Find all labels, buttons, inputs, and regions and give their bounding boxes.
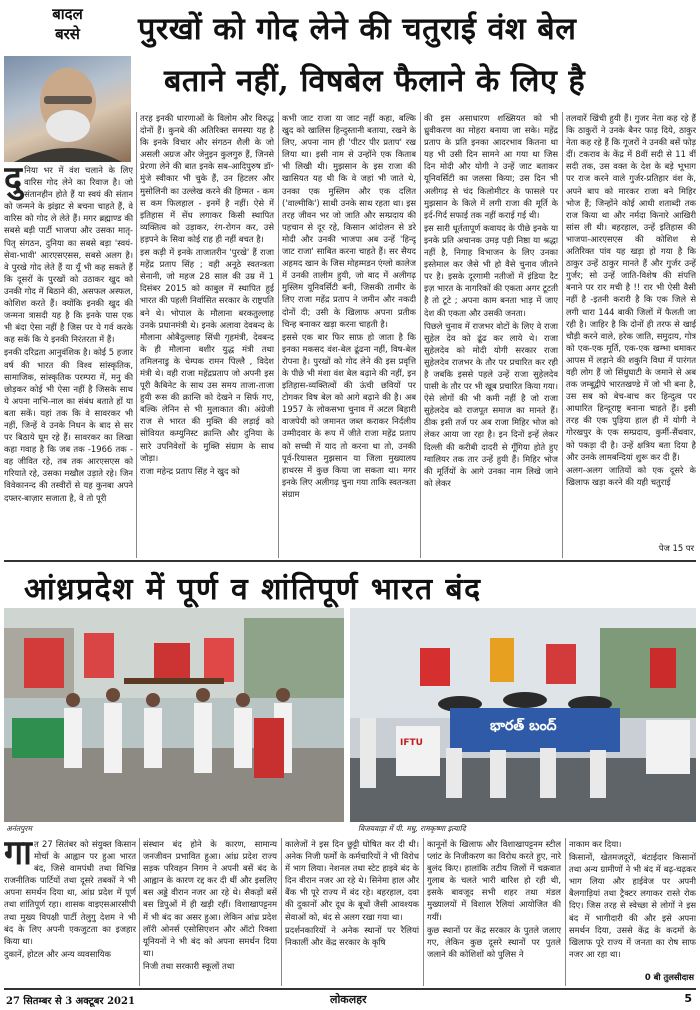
photo-banner-text: భారత్ బంద్ bbox=[490, 718, 557, 734]
footer-page-number: 5 bbox=[684, 992, 692, 1005]
footer-date: 27 सितम्बर से 3 अक्टूबर 2021 bbox=[6, 996, 135, 1007]
article2-col1-text: त 27 सितंबर को संयुक्त किसान मोर्चा के आह्वान पर हुआ भारत बंद, जिसे वामपंथी तथा विभिन्न राजनीतिक पार्टियों तथा दूसरे तबकों ने भी अपना समर्थन दिया था, आंध्र प्रदेश में पूर्ण तथा शांतिपूर्ण रहा। शासक वाइएसआरसीपी तथा मुख्य विपक्षी पार्टी तेलुगु देशम ने भी बंद के लिए अपनी एकजुटता का इजहार किया था। bbox=[4, 839, 136, 946]
article1-col3b-text: इससे एक बार फिर साफ़ हो जाता है कि इनका मकसद वंश-बेल ढूंढना नहीं, विष-बेल रोपना है। पुरखों को गोद लेने की इस प्रवृत्ति के पीछे भी मंशा वंश बेल बढ़ाने की नहीं, इन इतिहास-व्यक्तित्वों की ऊंची छवियों पर टोगकर विष बेल को आगे बढ़ाने की है। अब 1957 के लोकसभा चुनाव में अटल बिहारी वाजपेयी को जमानत जब्त कराकर निर्दलीय उम्मीदवार के रूप में जीते राजा महेंद्र प्रताप को सच्ची में याद तो करना था तो, उनकी पूर्व-रियासत मुझसान या जिला मुख्यालय हाथरस में कुछ किया जा सकता था। मगर इनके लिए अलीगढ़ चुना गया ताकि स्वतन्त्रता संग्राम bbox=[282, 331, 416, 499]
article2-column-3 bbox=[285, 838, 419, 984]
article1-col5b-text: अलग-अलग जातियों को एक दूसरे के खिलाफ खड़ा करने की यही चतुराई bbox=[566, 464, 696, 487]
article1-col4-text: की इस असाधारण शख्सियत को भी ध्रुवीकरण का मोहरा बनाया जा सके। महेंद्र प्रताप के प्रति इनका आदरभाव कितना था यह भी उसी दिन सामने आ गया था जिस दिन मोदी और योगी ने उन्हें जाट बताकर यूनिवर्सिटी का जलसा किया; उस दिन भी अलीगढ़ से चंद किलोमीटर के फासले पर मुझसान के किले में लगी राजा की मूर्ति के इर्द-गिर्द सफाई तक नहीं कराई गई थी। bbox=[424, 113, 558, 220]
article2-col5b-text: किसानों, खेतमजदूरों, बंटाईदार किसानों तथा अन्य ग्रामीणों ने भी बंद में बढ़-चढ़कर भाग लिया और हाईवेज पर अपनी बैलगाड़ियां तथा ट्रैक्टर लगाकर रास्ते रोक दिए। जिस तरह से स्वेच्छा से लोगों ने इस बंद में भागीदारी की और इसे अपना समर्थन दिया, उससे केंद्र के कदमों के खिलाफ पूरे राज्य में जनता का रोष साफ नजर आ रहा था। bbox=[569, 852, 696, 959]
article2-byline: 0 बी तुलसीदास bbox=[644, 972, 694, 982]
article2-col4b-text: कुछ स्थानों पर केंद्र सरकार के पुतले जलाए गए, लेकिन कुछ दूसरे स्थानों पर पुतले जलाने की कोशिशों को पुलिस ने bbox=[427, 924, 561, 959]
article1-col1-text: निया भर में वंश चलाने के लिए वारिस गोद लेने का रिवाज है। जो संतानहीन होते हैं या स्वयं की संतान को जन्मने के झंझट से बचना चाहते हैं, वे वारिस को गोद ले लेते हैं। मगर ब्रह्माण्ड की सबसे बड़ी पार्टी भाजपा और उसका मातृ-पितृ संगठन, दुनिया का सबसे बड़ा 'स्वयं-सेवा-भावी' आरएसएसस, सबसे अलग है। वे पुरखे गोद लेते हैं या यूँ भी कह सकते हैं कि दूसरों के पुरखों को उठाकर खुद को उनकी गोद में बिठाने की, असफल अस्फल, कोशिश करते हैं। क्योंकि इनकी खुद की जन्मना त्रासदी यह है कि इनके पास एक भी बंदा ऐसा नहीं है जिस पर ये गर्व करके कह सकें कि ये इनकी निरंतरता में हैं। bbox=[4, 165, 133, 345]
article2-col4-text: कानूनों के खिलाफ और विशाखापट्टनम स्टील प्लांट के निजीकरण का विरोध करते हुए, नारे बुलंद किए। हालांकि तटीय जिलों में चक्रवात गुलाब के चलते भारी बारिश हो रही थी, इसके बावजूद सभी शहर तथा मंडल मुख्यालयों में विशाल रैलियां आयोजित की गयीं। bbox=[427, 839, 561, 922]
article2-col2-text: संस्थान बंद होने के कारण, सामान्य जनजीवन प्रभावित हुआ। आंध्र प्रदेश राज्य सड़क परिवहन निगम ने अपनी बसें बंद के आह्वान के कारण रद्द कर दी थीं और इसलिए बस अड्डे वीरान नजर आ रहे थे। सैकड़ों बसें बस डिपुओं में ही खड़ी रहीं। विशाखापट्टनम में भी बंद का असर हुआ। लेकिन आंध्र प्रदेश लॉरी ओनर्स एसोसिएशन और ऑटो रिक्शा यूनियनों ने भी बंद को अपना समर्थन दिया था। bbox=[143, 839, 277, 958]
article2-column-4 bbox=[427, 838, 561, 984]
article2-dropcap: गा bbox=[4, 838, 32, 873]
photo-anantapur-rally bbox=[4, 608, 344, 822]
article1-continued: पेज 15 पर bbox=[658, 543, 694, 553]
caption-right: विजयवाड़ा में पी. मधु, रामकृष्णा इत्यादि bbox=[358, 824, 466, 833]
article2-column-2 bbox=[143, 838, 277, 984]
article1-col4b-text: इस सारी धूर्ततापूर्ण कवायद के पीछे इनके या इनके प्रति अचानक उमड़ पड़ी निष्ठा या श्रद्धा नहीं है, निगाह विभाजन के लिए उनका इस्तेमाल कर जैसे भी हो वैसे चुनाव जीतने पर है। इसके दूरगामी नतीजों में इंडिया दैट इज़ भारत के नागरिकों की एकता अगर टूटती है तो टूटे ; अपना काम बनता भाड़ में जाए देश की एकता और उसकी जनता। bbox=[424, 222, 558, 318]
column-name-line1: बादल bbox=[52, 5, 83, 23]
article2-col2b-text: निजी तथा सरकारी स्कूलों तथा bbox=[143, 960, 235, 971]
article1-dropcap: दु bbox=[4, 164, 23, 199]
article1-headline-line1: पुरखों को गोद लेने की चतुराई वंश बेल bbox=[138, 11, 577, 47]
caption-left: अनंतपुरम bbox=[6, 824, 32, 833]
article2-col3b-text: प्रदर्शनकारियों ने अनेक स्थानों पर रैलियां निकालीं और केंद्र सरकार के कृषि bbox=[285, 924, 419, 947]
article1-column-3 bbox=[282, 112, 416, 558]
column-name-line2: बरसे bbox=[55, 25, 80, 43]
article1-col2b-text: इस कड़ी में इनके ताजातरीन 'पुरखे' हैं राजा महेंद्र प्रताप सिंह ; वही अनूठे स्वतन्त्रता सेनानी, जो महज 28 साल की उम्र में 1 दिसंबर 2015 को काबुल में स्थापित हुई भारत की पहली निर्वासित सरकार के राष्ट्रपति बने थे। भोपाल के मौलाना बरकतुल्लाह उनके प्रधानमंत्री थे। इनके अलावा देवबन्द के मौलाना ओबैदुल्लाह सिंधी गृहमंत्री, देवबन्द के ही मौलाना बशीर युद्ध मंत्री तथा तमिलनाडु के चेम्पक रामन पिल्लै , विदेश मंत्री थे। वही राजा महेंद्रप्रताप जो अपनी इस पूरी कैबिनेट के साथ उस समय ताजा-ताजा हुयी रूस की क्रान्ति को देखने न सिर्फ गए, बल्कि लेनिन से भी मुलाकात की। अंग्रेजी राज से भारत की मुक्ति की लड़ाई को सोवियत कम्युनिस्ट क्रान्ति और दुनिया के सारे उपनिवेशों के मुक्ति संग्राम के साथ जोड़ा। bbox=[140, 247, 274, 463]
footer-paper-name: लोकलहर bbox=[330, 993, 367, 1006]
article1-headline-line2: बताने नहीं, विषबेल फैलाने के लिए है bbox=[164, 63, 586, 99]
article1-col2c-text: राजा महेन्द्र प्रताप सिंह ने खुद को bbox=[140, 465, 240, 476]
article1-col3-text: कभी जाट राजा या जाट नहीं कहा, बल्कि खुद को खालिस हिन्दुस्तानी बताया, रखने के लिए, अपना नाम ही 'पीटर पीर प्रताप' रख लिया था। इसी नाम से उन्होंने एक किताब भी लिखी थी। मुझसान के इस राजा की खासियत यह थी कि वे जहां भी जाते थे, उनका एक मुस्लिम और एक दलित ('वाल्मीकि') साथी उनके साथ रहता था। इस तरह जीवन भर जो जाति और सम्प्रदाय की पहचान से दूर रहे, किसान आंदोलन से डरे मोदी और उनकी भाजपा अब उन्हें 'हिन्दू जाट राजा' साबित करना चाहते हैं। सर सैयद अहमद खान के जिस मोहम्मडन एंग्लो कालेज में उनकी तालीम हुयी, जो बाद में अलीगढ़ मुस्लिम यूनिवर्सिटी बनी, जिसकी तामीर के लिए राजा महेंद्र प्रताप ने जमीन और नकदी दोनों दी; उसी के खिलाफ अपना प्रतीक चिन्ह बनाकर खड़ा करना चाहती है। bbox=[282, 113, 416, 329]
article1-column-1 bbox=[4, 164, 133, 558]
article2-col3-text: कालेजों ने इस दिन छुट्टी घोषित कर दी थी। अनेक निजी फर्मों के कर्मचारियों ने भी विरोध में भाग लिया। नेशनल तथा स्टेट हाइवे बंद के दिन वीरान नजर आ रहे थे। सिनेमा हाल और बैंक भी पूरे राज्य में बंद रहे। बहरहाल, दवा की दुकानों और दूध के बूथों जैसी आवश्यक सेवाओं को, बंद से अलग रखा गया था। bbox=[285, 839, 419, 922]
article2-column-1 bbox=[4, 838, 136, 984]
photo-vijayawada-rally bbox=[350, 608, 696, 822]
photo-placard-text: IFTU bbox=[400, 738, 423, 748]
article1-column-4 bbox=[424, 112, 558, 558]
author-photo bbox=[4, 56, 131, 162]
article1-col5-text: तलवारें खिंची हुयी हैं। गुजर नेता कह रहे हैं कि ठाकुरों ने उनके बैनर फाड़ दिये, ठाकुर नेता कह रहे हैं कि गूजरों ने उनकी बसें फोड़ दीं। टकराव के केंद्र में 8वीं सदी से 11 वीं सदी तक, उस वक्त के देश के बड़े भूभाग पर राज करने वाले गुर्जर-प्रतिहार वंश के, अपने बाप को मारकर राजा बने मिहिर भोज हैं; जिन्होंने कोई आधी शताब्दी तक राज किया था और नर्मदा किनारे आखिरी सांस ली थी। बहरहाल, उन्हें इतिहास की भाजपा-आरएसएस की कोशिश से अतिरिक्त पांव यह खड़ा हो गया है कि ठाकुर उन्हें ठाकुर मानते हैं और गुर्जर उन्हें गुर्जर; सो उन्हें जाति-विशेष की संपत्ति बनाने पर रार मची है !! रार भी ऐसी वैसी नहीं है -इतनी करारी है कि एक जिले से लगी धारा 144 बाकी जिलों में फैलती जा रही है। जाहिर है कि दोनों ही तरफ से खाई चौड़ी करने वाले, हरेक जाति, समुदाय, गोत्र को एक-एक मूर्ति, एक-एक खम्भा थमाकर आपस में लड़ाने की शकुनि विधा में पारंगत वही लोग हैं जो सिंधुघाटी के जमाने से अब तक जम्बूद्वीपे भारतखण्डे में जो भी बना है, उस सब को बेच-बाच कर हिन्दुत्व पर आधारित हिन्दूराष्ट्र बनाना चाहते हैं। इसी तरह की एक पुड़िया हाल ही में योगी ने गोरखपुर के एक सम्प्रदाय, कुर्मी-सैंथवार, को पकड़ा दी है। उन्हें क्षत्रिय बता दिया है और उनके लामबन्दियां शुरू कर दी हैं। bbox=[566, 113, 696, 462]
article2-headline: आंध्रप्रदेश में पूर्ण व शांतिपूर्ण भारत बंद bbox=[24, 572, 482, 607]
column-name-box bbox=[4, 4, 131, 48]
article2-col1b-text: दुकानें, होटल और अन्य व्यवसायिक bbox=[4, 948, 111, 959]
article2-column-5 bbox=[569, 838, 696, 970]
article1-col4c-text: पिछले चुनाव में राजभर वोटों के लिए वे राजा सुहेल देव को ढूंढ कर लाये थे। राजा सुहेलदेव को मोदी योगी सरकार राजा सुहेलदेव राजभर के तौर पर प्रचारित कर रही है जबकि इससे पहले उन्हें राजा सुहेलदेव पासी के तौर पर भी खूब प्रचारित किया गया। ऐसे लोगों की भी कमी नहीं है जो राजा सुहेलदेव को राजपूत समाज का मानते हैं। ठीक इसी तर्ज पर अब राजा मिहिर भोज को लेकर आया जा रहा है। इन दिनों इन्हें लेकर दिल्ली की करीबी दादरी से गूँगिया होते हुए ग्वालियर तक तार उन्हें हुयी हैं। मिहिर भोज की मूर्तियों के आगे उनका नाम लिखे जाने को लेकर bbox=[424, 320, 558, 488]
article1-col2-text: तरह इनकी धारणाओं के विलोम और विरुद्ध दोनों हैं। कुनबे की अतिरिक्त समस्या यह है कि इनके विचार और संगठन शैली के जो असली अग्रज और जेनुइन कुलगुरु हैं, जिनसे प्रेरणा लेने की बात इनके सब-आदिपुरुष डॉ॰ मुंजे स्वीकार भी चुके हैं, उन हिटलर और मुसोलिनी का उल्लेख करने की हिम्मत - कम स कम फिलहाल - इनमें है नहीं। ऐसे में इतिहास में सेंध लगाकर किसी स्थापित व्यक्तित्व को उड़ाकर, रंग-रोगन कर, उसे हड़पने के सिवा कोई राह ही नहीं बचत है। bbox=[140, 113, 274, 244]
article1-column-2 bbox=[140, 112, 274, 558]
article1-column-5 bbox=[566, 112, 696, 544]
article1-col1b-text: इनकी दरिद्रता आनुवंशिक है। कोई 5 हजार वर्ष की भारत की विश्व सांस्कृतिक, सामाजिक, सांस्कृतिक परम्परा में, मनु की छोड़कर कोई भी ऐसा नहीं है जिसके साथ ये अपना नाभि-नाल का संबंध बताते हों या बता सकें। यहां तक कि वे सावरकर भी नहीं, जिन्हें वे उनके निधन के बाद से सर पर बिठाये घूम रहे हैं। सावरकर का लिखा कहा गवाह है कि जब तक -1966 तक - वह जीवित रहे, तब तक आरएसएस को गरियाते रहे, उसका मखौल उड़ाते रहे। जिन विवेकानन्द की तस्वीरों से यह कुनबा अपने दफ्तर-बाज़ार सजाता है, वे तो पूरी bbox=[4, 347, 133, 503]
article2-col5-text: नाकाम कर दिया। bbox=[569, 839, 622, 849]
